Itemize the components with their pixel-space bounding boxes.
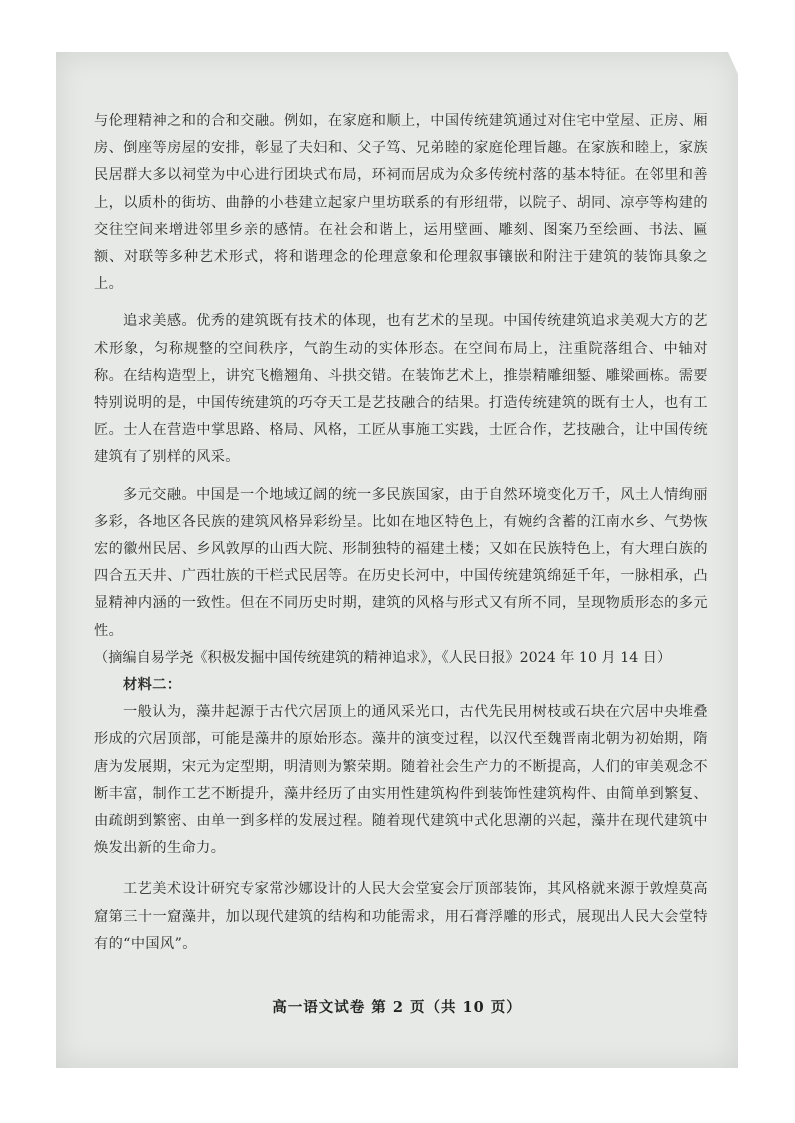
article-body	[94, 108, 708, 958]
paragraph-beauty: 追求美感。优秀的建筑既有技术的体现，也有艺术的呈现。中国传统建筑追求美观大方的艺术形象，匀称规整的空间秩序，气韵生动的实体形态。在空间布局上，注重院落组合、中轴对称。在结构造型上，讲究飞檐翘角、斗拱交错。在装饰艺术上，推崇精雕细錾、雕梁画栋。需要特别说明的是，中国传统建筑的巧夺天工是艺技融合的结果。打造传统建筑的既有士人，也有工匠。士人在营造中掌思路、格局、风格，工匠从事施工实践，士匠合作，艺技融合，让中国传统建筑有了别样的风采。	[94, 313, 708, 466]
page-footer: 高一语文试卷 第 2 页（共 10 页）	[272, 999, 522, 1016]
paragraph-great-hall: 工艺美术设计研究专家常沙娜设计的人民大会堂宴会厅顶部装饰，其风格就来源于敦煌莫高窟第三十一窟藻井，加以现代建筑的结构和功能需求，用石膏浮雕的形式，展现出人民大会堂特有的“中国风”。	[94, 881, 708, 952]
paragraph-harmony-continued: 与伦理精神之和的合和交融。例如，在家庭和顺上，中国传统建筑通过对住宅中堂屋、正房、厢房、倒座等房屋的安排，彰显了夫妇和、父子笃、兄弟睦的家庭伦理旨趣。在家族和睦上，家族民居群大多以祠堂为中心进行团块式布局，环祠而居成为众多传统村落的基本特征。在邻里和善上，以质朴的街坊、曲静的小巷建立起家户里坊联系的有形纽带，以院子、胡同、凉亭等构建的交往空间来增进邻里乡亲的感情。在社会和谐上，运用壁画、雕刻、图案乃至绘画、书法、匾额、对联等多种艺术形式，将和谐理念的伦理意象和伦理叙事镶嵌和附注于建筑的装饰具象之上。	[94, 113, 708, 293]
source-citation: （摘编自易学尧《积极发掘中国传统建筑的精神追求》，《人民日报》2024 年 10 月 14 日）	[94, 649, 672, 666]
paragraph-zaojing-history: 一般认为，藻井起源于古代穴居顶上的通风采光口，古代先民用树枝或石块在穴居中央堆叠形成的穴居顶部，可能是藻井的原始形态。藻井的演变过程，以汉代至魏晋南北朝为初始期，隋唐为发展期，宋元为定型期，明清则为繁荣期。随着社会生产力的不断提高，人们的审美观念不断丰富，制作工艺不断提升，藻井经历了由实用性建筑构件到装饰性建筑构件、由简单到繁复、由疏朗到繁密、由单一到多样的发展过程。随着现代建筑中式化思潮的兴起，藻井在现代建筑中焕发出新的生命力。	[94, 704, 708, 857]
folded-corner	[728, 52, 738, 74]
paragraph-diversity: 多元交融。中国是一个地域辽阔的统一多民族国家，由于自然环境变化万千，风土人情绚丽多彩，各地区各民族的建筑风格异彩纷呈。比如在地区特色上，有婉约含蓄的江南水乡、气势恢宏的徽州民居、乡风敦厚的山西大院、形制独特的福建土楼；又如在民族特色上，有大理白族的四合五天井、广西壮族的干栏式民居等。在历史长河中，中国传统建筑绵延千年，一脉相承，凸显精神内涵的一致性。但在不同历史时期，建筑的风格与形式又有所不同，呈现物质形态的多元性。	[94, 486, 708, 639]
exam-page	[56, 52, 738, 1068]
material-two-heading: 材料二：	[123, 677, 182, 694]
